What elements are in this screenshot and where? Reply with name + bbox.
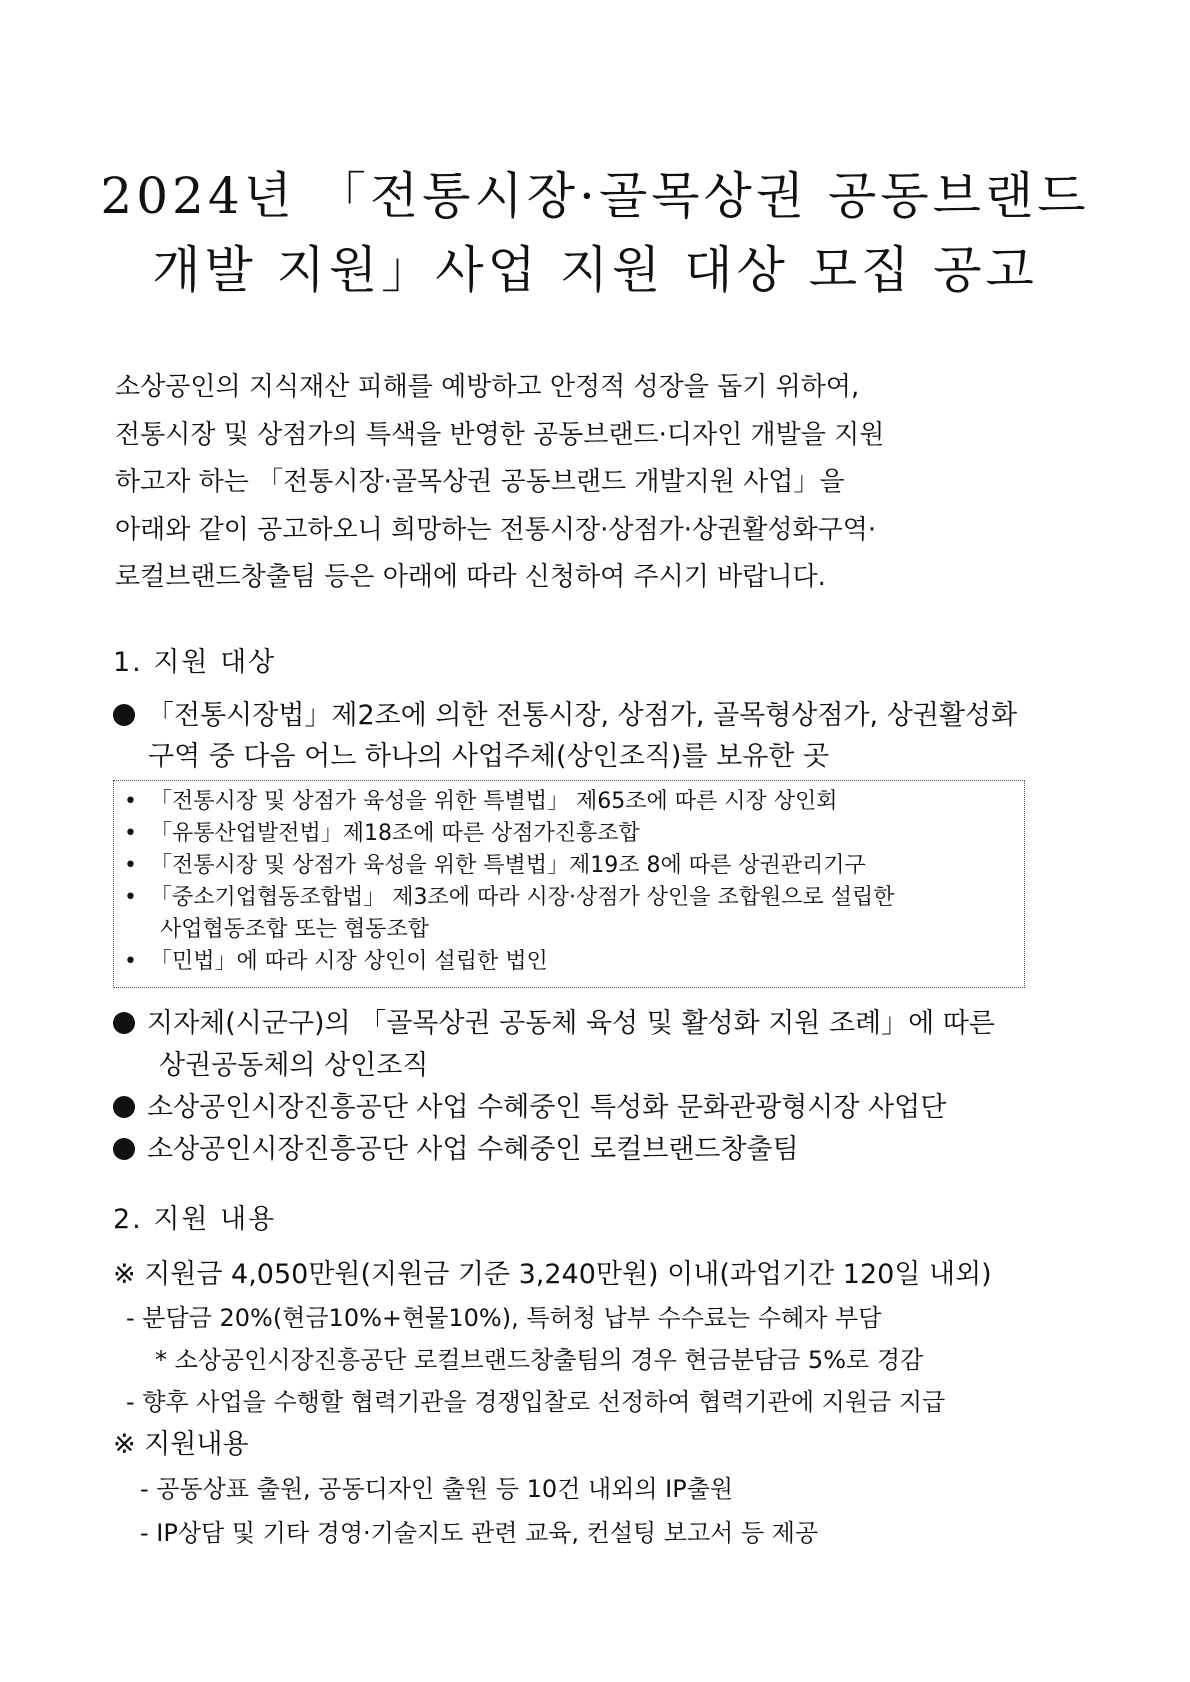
box-item-continuation: 사업협동조합 또는 협동조합 [160,917,430,942]
bullet-1-text: 「전통시장법」제2조에 의한 전통시장, 상점가, 골목형상점가, 상권활성화 [147,700,1018,731]
consulting-line: - IP상담 및 기타 경영·기술지도 관련 교육, 컨설팅 보고서 등 제공 [140,1519,819,1547]
share-cost-line: - 분담금 20%(현금10%+현물10%), 특허청 납부 수수료는 수혜자 부담 [126,1304,882,1332]
intro-paragraph [115,364,1075,602]
eligibility-bullet-4: 소상공인시장진흥공단 사업 수혜중인 로컬브랜드창출팀 [113,1127,799,1166]
intro-line: 아래와 같이 공고하오니 희망하는 전통시장·상점가·상권활성화구역· [115,514,877,545]
bullet-dot-icon [113,1096,135,1118]
box-item: • 「전통시장 및 상점가 육성을 위한 특별법」제19조 8에 따른 상권관리기구 [124,853,866,878]
bullet-2-continuation: 상권공동체의 상인조직 [159,1050,429,1081]
small-bullet-icon: • [124,789,137,814]
intro-line: 로컬브랜드창출팀 등은 아래에 따라 신청하여 주시기 바랍니다. [115,562,826,592]
small-bullet-icon: • [124,821,137,846]
section-2-heading: 2. 지원 내용 [113,1204,277,1235]
support-content-note: ※ 지원내용 [113,1429,249,1460]
eligibility-bullet-3: 소상공인시장진흥공단 사업 수혜중인 특성화 문화관광형시장 사업단 [113,1085,946,1124]
partner-selection-line: - 향후 사업을 수행할 협력기관을 경쟁입찰로 선정하여 협력기관에 지원금 지급 [126,1388,946,1416]
bullet-dot-icon [113,1012,135,1034]
reduction-footnote: * 소상공인시장진흥공단 로컬브랜드창출팀의 경우 현금분담금 5%로 경감 [155,1346,924,1374]
title-line-2: 개발 지원」사업 지원 대상 모집 공고 [152,241,1038,299]
section-1-heading: 1. 지원 대상 [113,647,277,678]
intro-line: 소상공인의 지식재산 피해를 예방하고 안정적 성장을 돕기 위하여, [115,372,860,402]
intro-line: 전통시장 및 상점가의 특색을 반영한 공동브랜드·디자인 개발을 지원 [115,419,885,450]
intro-line: 하고자 하는 「전통시장·골목상권 공동브랜드 개발지원 사업」을 [115,467,845,497]
box-item: • 「중소기업협동조합법」 제3조에 따라 시장·상점가 상인을 조합원으로 설립한 [124,885,895,910]
ip-application-line: - 공동상표 출원, 공동디자인 출원 등 10건 내외의 IP출원 [140,1475,734,1503]
organization-types-box [113,780,1025,988]
bullet-1-continuation: 구역 중 다음 어느 하나의 사업주체(상인조직)를 보유한 곳 [148,741,830,772]
small-bullet-icon: • [124,853,137,878]
eligibility-bullet-2: 지자체(시군구)의 「골목상권 공동체 육성 및 활성화 지원 조례」에 따른 [113,1001,995,1040]
bullet-dot-icon [113,704,135,726]
box-item: • 「전통시장 및 상점가 육성을 위한 특별법」 제65조에 따른 시장 상인회 [124,789,838,814]
title-line-1: 2024년 「전통시장·골목상권 공동브랜드 [100,167,1090,225]
box-item: • 「유통산업발전법」제18조에 따른 상점가진흥조합 [124,821,640,846]
box-item: • 「민법」에 따라 시장 상인이 설립한 법인 [124,949,548,974]
support-amount-note: ※ 지원금 4,050만원(지원금 기준 3,240만원) 이내(과업기간 120일 내외) [113,1259,992,1290]
eligibility-bullet-1 [113,693,1017,732]
bullet-dot-icon [113,1138,135,1160]
small-bullet-icon: • [124,885,137,910]
small-bullet-icon: • [124,949,137,974]
